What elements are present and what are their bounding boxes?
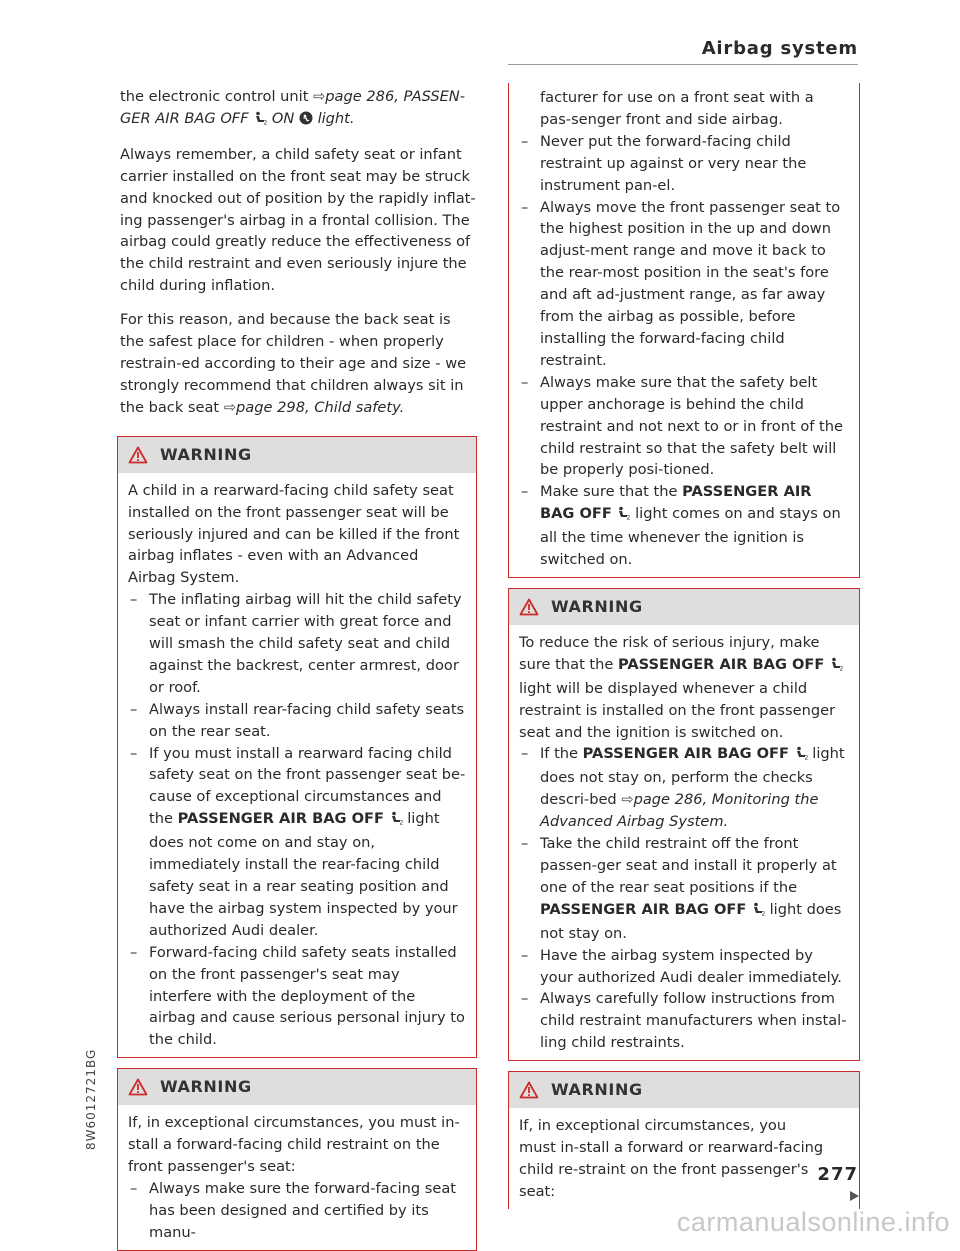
indicator-name: PASSENGER AIR BAG OFF (618, 655, 825, 673)
list-item: – Always install rear-facing child safety seats on the rear seat. (128, 699, 466, 743)
warning-header (509, 589, 859, 625)
warning-list (128, 589, 466, 1051)
warning-box-continued (508, 83, 860, 578)
svg-text:2: 2 (626, 514, 631, 521)
list-item-text: light comes on and stays on all the time whenever the ignition is switched on. (540, 505, 841, 569)
warning-body (118, 1105, 476, 1249)
svg-text:2: 2 (263, 119, 268, 125)
paragraph-text: light. (317, 109, 355, 127)
warning-intro-text: To reduce the risk of serious injury, make sure that the (519, 633, 820, 673)
warning-header (509, 1072, 859, 1108)
page-number: 277 (817, 1164, 858, 1185)
list-item-text: light does not stay on. (540, 900, 842, 942)
header-divider (508, 64, 858, 65)
list-item (519, 743, 849, 833)
warning-triangle-icon (128, 1078, 148, 1096)
warning-triangle-icon (128, 446, 148, 464)
svg-text:2: 2 (839, 665, 843, 671)
paragraph-text: ON (271, 109, 295, 127)
passenger-airbag-off-icon (389, 810, 403, 832)
warning-list (128, 1178, 466, 1244)
svg-text:2: 2 (761, 910, 765, 916)
warning-header (118, 1069, 476, 1105)
list-item: – Always make sure the forward-facing seat has been designed and certified by its manu- (128, 1178, 466, 1244)
indicator-name: PASSENGER AIR BAG OFF (177, 810, 384, 828)
warning-intro (519, 632, 849, 744)
passenger-airbag-off-icon (794, 745, 808, 767)
reference-arrow-icon: ⇨ (621, 791, 634, 809)
paragraph (117, 309, 477, 419)
warning-body (509, 1108, 859, 1209)
left-column (117, 86, 477, 1251)
warning-box (117, 436, 477, 1059)
warning-intro: If, in exceptional circumstances, you must in-stall a forward-facing child restraint on the front passenger's seat: (128, 1114, 460, 1176)
warning-body (118, 473, 476, 1058)
list-item-text: light does not come on and stay on, immediately install the rear-facing child safety seat in a rear seating position and have the airbag system inspected by your authorized Audi dealer. (149, 810, 458, 939)
page-reference-link[interactable]: page 286, Monitoring the Advanced Airbag System. (540, 791, 819, 831)
warning-title: WARNING (551, 1080, 643, 1100)
passenger-airbag-off-icon (253, 110, 267, 132)
paragraph: Always remember, a child safety seat or infant carrier installed on the front seat may be struck and knocked out of position by the rapidly inflat-ing passenger's airbag in a frontal collision. The airbag could greatly reduce the effectiveness of the child restraint and even seriously injure the child during inflation. (120, 145, 476, 295)
passenger-airbag-off-icon (751, 901, 765, 923)
list-item: – Have the airbag system inspected by your authorized Audi dealer immediately. (519, 945, 849, 989)
warning-intro: A child in a rearward-facing child safety seat installed on the front passenger seat will be seriously injured and can be killed if the front airbag inflates - even with an Advanced Airbag System. (128, 481, 460, 587)
list-item (519, 833, 849, 945)
list-item: – Never put the forward-facing child restraint up against or very near the instrument pan-el. (519, 131, 849, 197)
warning-triangle-icon (519, 1081, 539, 1099)
warning-box (508, 588, 860, 1061)
page-reference-link[interactable]: page 286, PASSEN-GER AIR BAG OFF (120, 88, 465, 127)
warning-body (509, 83, 859, 577)
warning-title: WARNING (160, 444, 252, 464)
right-column (508, 83, 860, 1209)
warning-title: WARNING (160, 1077, 252, 1097)
paragraph-text: For this reason, and because the back seat is the safest place for children - when properly restrain-ed according to their age and size - we strongly recommend that children always sit in the back seat (120, 311, 467, 416)
passenger-airbag-off-icon (616, 505, 630, 527)
reference-arrow-icon: ⇨ (223, 398, 237, 416)
page-reference-link[interactable]: page 298, Child safety. (236, 398, 405, 416)
passenger-airbag-on-icon (299, 110, 313, 132)
list-item: – Forward-facing child safety seats installed on the front passenger's seat may interfere with the deployment of the airbag and cause serious personal injury to the child. (128, 942, 466, 1052)
warning-intro-text: light will be displayed whenever a child restraint is installed on the front passenger seat and the ignition is switched on. (519, 679, 836, 741)
reference-arrow-icon: ⇨ (313, 88, 326, 105)
warning-box (508, 1071, 860, 1209)
list-item-text: If the (540, 745, 579, 763)
continue-arrow-icon (850, 1191, 859, 1201)
warning-list (519, 131, 849, 571)
list-item (519, 481, 849, 571)
watermark: carmanualsonline.info (676, 1207, 950, 1237)
warning-title: WARNING (551, 596, 643, 616)
list-item-text: light does not stay on, perform the checks descri-bed (540, 745, 845, 809)
indicator-name: PASSENGER AIR BAG OFF (582, 745, 790, 763)
list-item: – Always make sure that the safety belt upper anchorage is behind the child restraint and not next to or in front of the child restraint so that the safety belt will be properly posi-tioned. (519, 372, 849, 482)
list-item: – Always carefully follow instructions from child restraint manufacturers when instal-ling child restraints. (519, 988, 849, 1054)
list-item: – Always move the front passenger seat to the highest position in the up and down adjust-ment range and move it back to the rear-most position in the seat's fore and aft ad-justment range, as far away from the airbag as possible, before installing the forward-facing child restraint. (519, 197, 849, 372)
list-item-text: Take the child restraint off the front passen-ger seat and install it properly at one of the rear seat positions if the (540, 835, 837, 896)
list-item-text: Make sure that the (540, 483, 678, 501)
warning-triangle-icon (519, 598, 539, 616)
indicator-name: PASSENGER AIR BAG OFF (540, 483, 812, 523)
list-item: – The inflating airbag will hit the child safety seat or infant carrier with great force and will smash the child safety seat and child against the backrest, center armrest, door or roof. (128, 589, 466, 699)
section-title: Airbag system (701, 38, 858, 59)
document-code: 8W6012721BG (84, 1048, 98, 1150)
warning-box (117, 1068, 477, 1250)
svg-text:2: 2 (399, 819, 403, 826)
list-item-text: If you must install a rearward facing child safety seat on the front passenger seat be-cause of exceptional circumstances and the (149, 744, 466, 828)
passenger-airbag-off-icon (829, 656, 843, 678)
warning-header (118, 437, 476, 473)
warning-body (509, 625, 859, 1060)
warning-continued-text: facturer for use on a front seat with a pas-senger front and side airbag. (540, 89, 814, 128)
paragraph (117, 86, 477, 132)
warning-list (519, 743, 849, 1054)
svg-text:2: 2 (804, 754, 808, 761)
paragraph-text: the electronic control unit (120, 88, 309, 105)
warning-intro: If, in exceptional circumstances, you must in-stall a forward or rearward-facing child re-straint on the front passenger's seat: (519, 1117, 824, 1200)
indicator-name: PASSENGER AIR BAG OFF (540, 900, 747, 918)
list-item (128, 743, 466, 942)
